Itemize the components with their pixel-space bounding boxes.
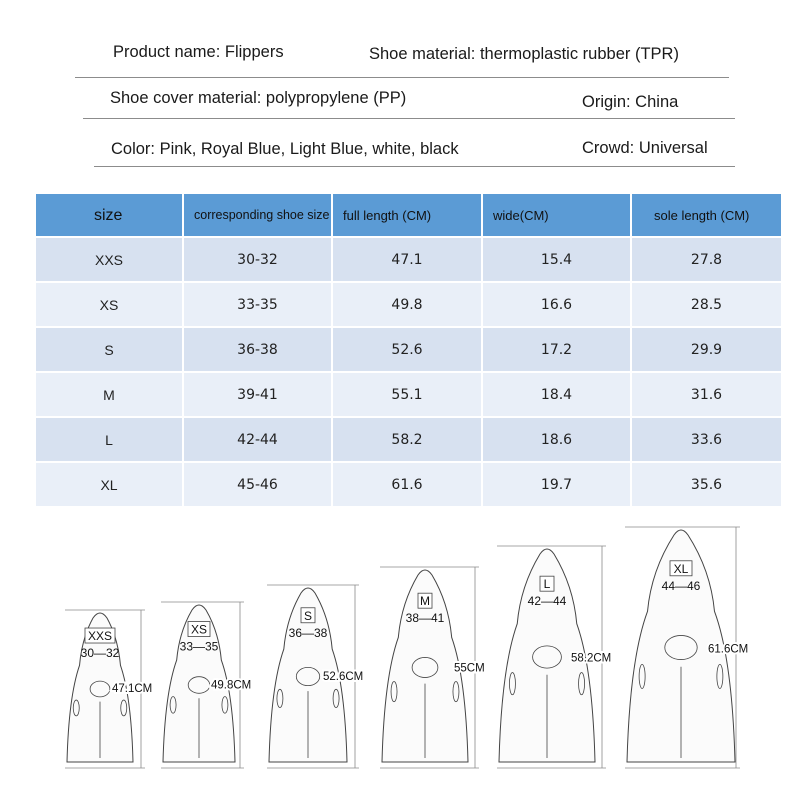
header-full-length: full length (CM) [332, 194, 482, 237]
fin-shoe-size-label: 38—41 [405, 611, 445, 626]
color: Color: Pink, Royal Blue, Light Blue, white, black [111, 140, 459, 158]
fin-length-label: 58.2CM [571, 652, 612, 665]
cell-full-length: 49.8 [332, 282, 482, 327]
cell-sole-length: 33.6 [631, 417, 781, 462]
table-row [36, 327, 781, 372]
table-row [36, 282, 781, 327]
divider [75, 77, 729, 78]
crowd: Crowd: Universal [582, 139, 708, 157]
cell-wide: 15.4 [482, 237, 631, 282]
cell-full-length: 52.6 [332, 327, 482, 372]
fin-shoe-size-label: 33—35 [179, 639, 219, 654]
fin-size-label: XS [190, 622, 208, 637]
fin-shoe-size-label: 42—44 [527, 594, 567, 609]
product-name: Product name: Flippers [113, 43, 284, 61]
cell-shoe-size: 30-32 [183, 237, 332, 282]
divider [83, 118, 735, 119]
shoe-material: Shoe material: thermoplastic rubber (TPR) [369, 45, 679, 63]
origin: Origin: China [582, 93, 679, 111]
fin-length-label: 61.6CM [708, 643, 749, 656]
cell-shoe-size: 36-38 [183, 327, 332, 372]
table-row [36, 372, 781, 417]
table-row [36, 237, 781, 282]
size-table [36, 194, 781, 506]
cell-size: M [36, 372, 183, 417]
cell-size: XXS [36, 237, 183, 282]
fin-length-label: 49.8CM [211, 679, 252, 692]
header-size: size [36, 194, 183, 237]
cell-shoe-size: 45-46 [183, 462, 332, 506]
fin-size-label: XL [673, 561, 689, 576]
header-sole-length: sole length (CM) [631, 194, 781, 237]
fin-length-label: 55CM [454, 662, 485, 675]
cell-sole-length: 29.9 [631, 327, 781, 372]
fin-size-label: XXS [87, 629, 113, 644]
fin-length-label: 52.6CM [323, 671, 364, 684]
fin-size-label: L [543, 577, 551, 592]
cell-size: XS [36, 282, 183, 327]
cell-sole-length: 35.6 [631, 462, 781, 506]
cell-shoe-size: 39-41 [183, 372, 332, 417]
divider [94, 166, 735, 167]
cell-wide: 18.6 [482, 417, 631, 462]
fin-shoe-size-label: 30—32 [80, 646, 120, 661]
fin-shoe-size-label: 36—38 [288, 625, 328, 640]
cell-sole-length: 28.5 [631, 282, 781, 327]
cell-sole-length: 27.8 [631, 237, 781, 282]
header-wide: wide(CM) [482, 194, 631, 237]
fin-shoe-size-label: 44—46 [661, 578, 701, 593]
table-header-row [36, 194, 781, 237]
cell-size: L [36, 417, 183, 462]
cell-full-length: 47.1 [332, 237, 482, 282]
cell-wide: 17.2 [482, 327, 631, 372]
table-row [36, 417, 781, 462]
cell-full-length: 61.6 [332, 462, 482, 506]
cell-wide: 16.6 [482, 282, 631, 327]
cell-sole-length: 31.6 [631, 372, 781, 417]
cell-full-length: 55.1 [332, 372, 482, 417]
cell-shoe-size: 42-44 [183, 417, 332, 462]
cell-wide: 19.7 [482, 462, 631, 506]
fin-illustrations [0, 500, 800, 800]
fin-size-label: M [420, 594, 430, 609]
cell-size: S [36, 327, 183, 372]
cell-size: XL [36, 462, 183, 506]
cell-shoe-size: 33-35 [183, 282, 332, 327]
header-shoe-size: corresponding shoe size [183, 194, 332, 237]
fin-length-label: 47.1CM [112, 683, 153, 696]
cell-full-length: 58.2 [332, 417, 482, 462]
shoe-cover-material: Shoe cover material: polypropylene (PP) [110, 89, 407, 107]
fin-size-label: S [303, 608, 313, 623]
cell-wide: 18.4 [482, 372, 631, 417]
